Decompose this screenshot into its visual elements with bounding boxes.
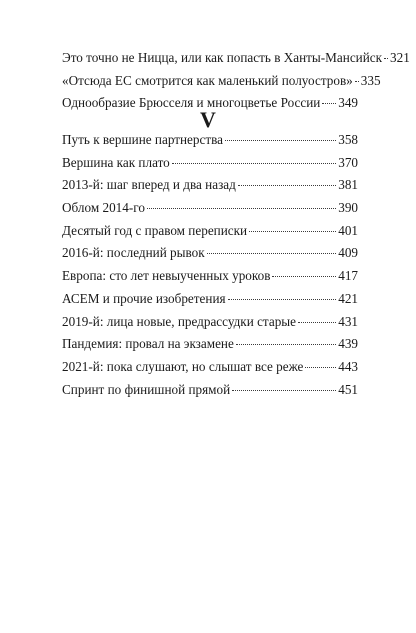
leader-dots: [236, 344, 336, 345]
toc-entry-page: 358: [338, 132, 358, 147]
toc-entry-title: «Отсюда ЕС смотрится как маленький полуостров»: [62, 72, 353, 88]
leader-dots: [298, 322, 336, 323]
toc-entry-title: Облом 2014-го: [62, 200, 145, 216]
toc-entry-title: Вершина как плато: [62, 154, 170, 170]
toc-entry: [62, 379, 358, 402]
toc-entry-title: 2013-й: шаг вперед и два назад: [62, 177, 236, 193]
toc-entry-title: Спринт по финишной прямой: [62, 381, 231, 397]
toc-entry-title: Европа: сто лет невыученных уроков: [62, 268, 271, 284]
toc-entry-title: Это точно не Ницца, или как попасть в Ханты-Мансийск: [62, 50, 383, 65]
toc-entry-page: 370: [338, 154, 358, 170]
part-heading: V: [200, 107, 216, 132]
toc-entry-title: 2021-й: пока слушают, но слышат все реже: [62, 358, 304, 374]
leader-dots: [305, 367, 336, 368]
toc-entry-page: 321: [390, 50, 410, 65]
toc-entry-page: 401: [338, 222, 358, 238]
toc-entry-title: АСЕМ и прочие изобретения: [62, 290, 226, 306]
toc-entry-page: 431: [338, 313, 358, 329]
leader-dots: [272, 276, 336, 277]
toc-entry-page: 439: [338, 336, 358, 352]
toc-entry-page: 443: [338, 358, 358, 374]
leader-dots: [249, 231, 336, 232]
toc-entry: [62, 174, 358, 197]
toc-entry: [62, 129, 358, 152]
toc-entry: [62, 70, 381, 93]
toc-entry: [62, 47, 410, 70]
leader-dots: [355, 81, 359, 82]
leader-dots: [172, 163, 336, 164]
leader-dots: [232, 390, 336, 391]
toc-entry-title: Однообразие Брюсселя и многоцветье России: [62, 95, 321, 111]
toc-entry-page: 421: [338, 290, 358, 306]
toc-entry: [62, 288, 358, 311]
toc-entry: [62, 265, 358, 288]
toc-entry-title: Пандемия: провал на экзамене: [62, 336, 234, 352]
toc-entry: [62, 311, 358, 334]
leader-dots: [238, 185, 336, 186]
toc-entry-page: 381: [338, 177, 358, 193]
toc-entry-page: 451: [338, 381, 358, 397]
toc-entry-title: 2016-й: последний рывок: [62, 245, 205, 261]
toc-entry-page: 409: [338, 245, 358, 261]
leader-dots: [147, 208, 336, 209]
toc-list-before: [62, 47, 410, 115]
toc-entry-page: 335: [360, 72, 381, 88]
toc-entry: [62, 333, 358, 356]
leader-dots: [207, 253, 337, 254]
toc-entry-page: 349: [338, 95, 358, 111]
toc-entry-title: Десятый год с правом переписки: [62, 222, 248, 238]
leader-dots: [228, 299, 337, 300]
toc-entry: [62, 220, 358, 243]
leader-dots: [384, 58, 388, 59]
toc-entry: [62, 356, 358, 379]
toc-entry-title: Путь к вершине партнерства: [62, 132, 224, 147]
leader-dots: [225, 140, 336, 141]
toc-entry-page: 390: [338, 200, 358, 216]
toc-entry: [62, 242, 358, 265]
leader-dots: [322, 103, 336, 104]
toc-entry: [62, 197, 358, 220]
toc-entry-title: 2019-й: лица новые, предрассудки старые: [62, 313, 297, 329]
toc-entry-page: 417: [338, 268, 358, 284]
toc-entry: [62, 152, 358, 175]
toc-list-after: [62, 129, 358, 401]
